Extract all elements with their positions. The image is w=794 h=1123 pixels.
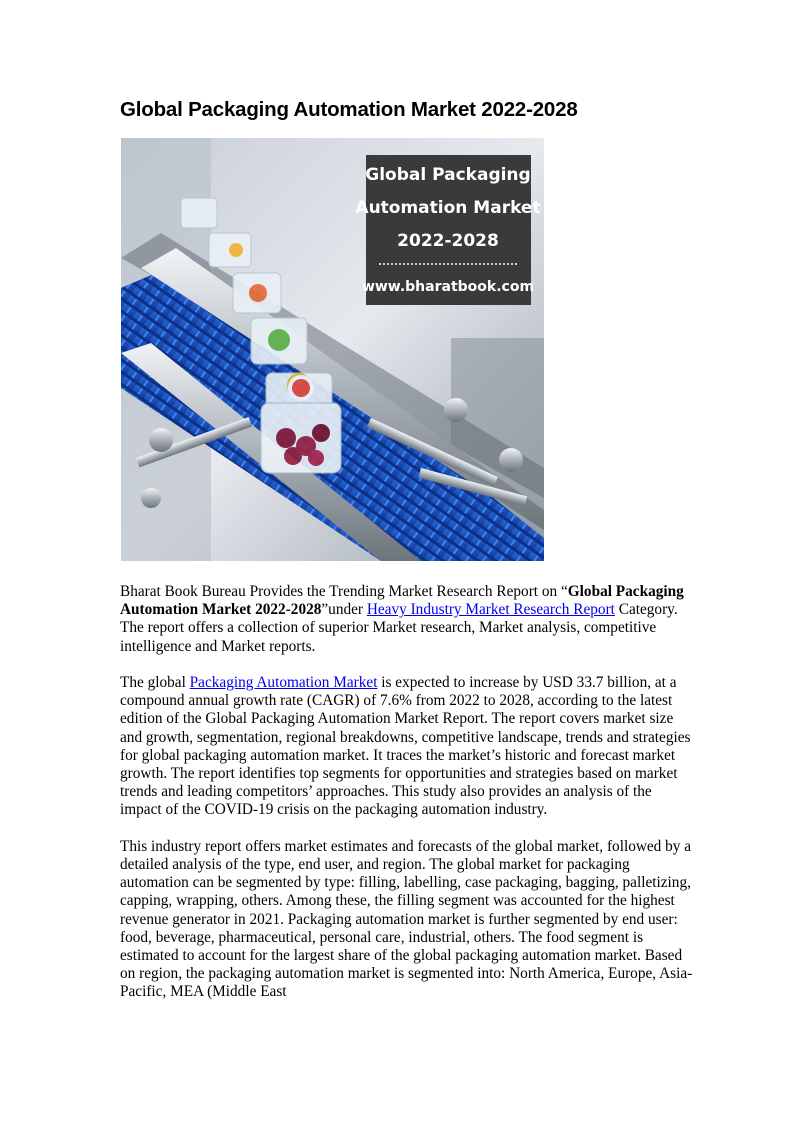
para1-after-title: ”under [321, 601, 367, 619]
para2-before-link: The global [120, 674, 190, 691]
paragraph-segmentation: This industry report offers market estimates and forecasts of the global market, followed by a detailed analysis of the type, end user, and region. The global market for packaging automation can be segmented by type: filling, labelling, case packaging, bagging, palletizing, capping, wrapping, others. Among these, the filling segment was accounted for the highest revenue generator in 2021. Packaging automation market is further segmented by end user: food, beverage, pharmaceutical, personal care, industrial, others. The food segment is estimated to account for the largest share of the global packaging automation market. Based on region, the packaging automation market is segmented into: North America, Europe, Asia-Pacific, MEA (Middle East [120, 837, 693, 1001]
article-body [120, 583, 695, 1020]
para1-report-title: Global Packaging Automation Market 2022-2028 [120, 583, 684, 619]
para1-intro: Bharat Book Bureau Provides the Trending Market Research Report on “ [120, 583, 568, 600]
paragraph-market-overview [120, 674, 695, 820]
heavy-industry-link[interactable]: Heavy Industry Market Research Report [366, 601, 615, 619]
overlay-line-3: 2022-2028 [397, 231, 499, 251]
para2-rest: is expected to increase by USD 33.7 billion, at a compound annual growth rate (CAGR) of 7.6% from 2022 to 2028, according to the latest edition of the Global Packaging Automation Market Report. The report covers market size and growth, segmentation, regional breakdowns, competitive landscape, trends and strategies for global packaging automation market. It traces the market’s historic and forecast market growth. The report identifies top segments for opportunities and strategies based on market trends and leading competitors’ approaches. This study also provides an analysis of the impact of the COVID-19 crisis on the packaging automation industry. [120, 674, 691, 819]
hero-image [121, 138, 544, 561]
overlay-line-1: Global Packaging [365, 165, 531, 185]
page-title: Global Packaging Automation Market 2022-2028 [120, 98, 578, 121]
para1-rest: Category. The report offers a collection of superior Market research, Market analysis, competitive intelligence and Market reports. [120, 601, 678, 655]
packaging-automation-market-link[interactable]: Packaging Automation Market [189, 674, 378, 691]
overlay-line-2: Automation Market [355, 198, 541, 218]
paragraph-intro [120, 583, 695, 656]
overlay-url: www.bharatbook.com [361, 279, 535, 295]
